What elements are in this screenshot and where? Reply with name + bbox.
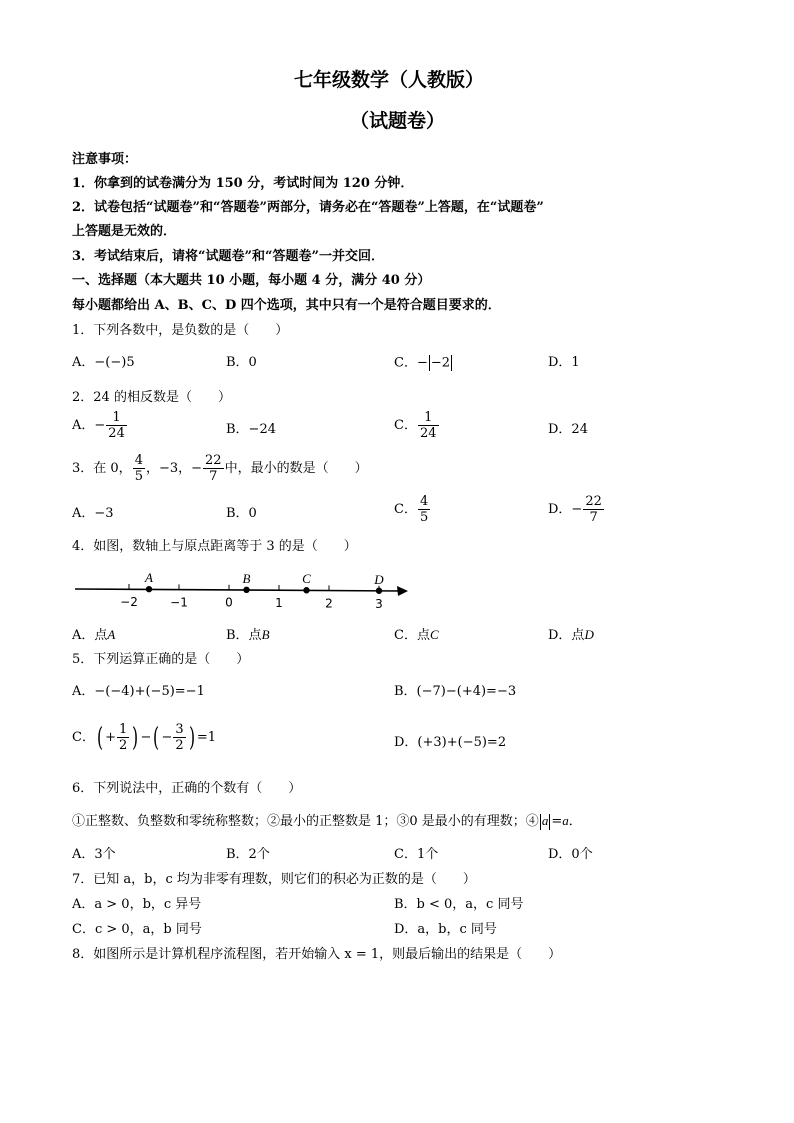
- number-line-axis: [75, 589, 402, 591]
- q2-stem: 2．24 的相反数是（ ）: [72, 390, 231, 405]
- q3-option-c: C． $\frac{4}{5}$: [394, 494, 429, 525]
- q6-stem: 6．下列说法中，正确的个数有（ ）: [72, 781, 302, 796]
- page-title: 七年级数学（人教版）: [294, 69, 485, 91]
- number-line-tick-label: −1: [170, 595, 188, 610]
- q4-stem: 4．如图，数轴上与原点距离等于 3 的是（ ）: [72, 539, 357, 554]
- q2-option-d: D．24: [548, 422, 588, 437]
- q3-option-d: D．− $\frac{22}{7}$: [548, 494, 602, 525]
- section-instruction: 每小题都给出 A、B、C、D 四个选项，其中只有一个是符合题目要求的．: [72, 298, 501, 313]
- number-line-tick-label: 1: [275, 596, 283, 611]
- number-line-point: [243, 587, 249, 593]
- q6-option-c: C．1个: [394, 847, 439, 862]
- q7-option-d: D．a，b，c 同号: [394, 922, 497, 937]
- q5-option-c: C．( + $\frac{1}{2}$ ) −( − $\frac{3}{2}$ ) =1: [72, 722, 217, 753]
- number-line-point: [146, 586, 152, 592]
- number-line-point-label: C: [302, 571, 311, 587]
- q3-stem: 3．在 0， $\frac{4}{5}$ ，−3，− $\frac{22}{7}$ 中，最小的数是（ ）: [72, 453, 368, 484]
- q7-stem: 7．已知 a，b，c 均为非零有理数，则它们的积必为正数的是（ ）: [72, 872, 476, 887]
- q3-option-a: A．−3: [72, 506, 114, 521]
- q1-option-c: C．− −2: [394, 355, 451, 371]
- q5-option-a: A．−(−4)+(−5)=−1: [72, 684, 205, 699]
- q6-option-d: D．0个: [548, 847, 593, 862]
- note-2a: 2．试卷包括“试题卷”和“答题卷”两部分，请务必在“答题卷”上答题，在“试题卷”: [72, 200, 544, 215]
- q6-option-b: B．2个: [226, 847, 270, 862]
- number-line-point-label: D: [374, 571, 384, 587]
- q7-option-b: B．b < 0，a，c 同号: [394, 897, 524, 912]
- number-line-tick-label: 2: [325, 596, 333, 611]
- number-line-point: [303, 587, 309, 593]
- q3-option-b: B．0: [226, 506, 257, 521]
- section-title: 一、选择题（本大题共 10 小题，每小题 4 分，满分 40 分）: [72, 273, 431, 288]
- arrow-right-icon: [397, 586, 408, 596]
- q7-option-a: A．a > 0，b，c 异号: [72, 897, 202, 912]
- q1-option-d: D．1: [548, 355, 580, 370]
- number-line-point-label: A: [145, 570, 153, 586]
- number-line-figure: [70, 566, 415, 616]
- note-3: 3．考试结束后，请将“试题卷”和“答题卷”一并交回．: [72, 249, 384, 264]
- q4-option-c: C．点C: [394, 627, 439, 643]
- q2-option-c: C． $\frac{1}{24}$: [394, 410, 437, 441]
- number-line-tick-label: −2: [120, 595, 138, 609]
- q7-option-c: C．c > 0，a，b 同号: [72, 922, 202, 937]
- q8-stem: 8．如图所示是计算机程序流程图，若开始输入 x = 1，则最后输出的结果是（ ）: [72, 947, 562, 962]
- q4-option-d: D．点D: [548, 627, 594, 643]
- note-1: 1．你拿到的试卷满分为 150 分，考试时间为 120 分钟．: [72, 176, 414, 191]
- q6-option-a: A．3个: [72, 847, 116, 862]
- notes-heading: 注意事项：: [72, 152, 138, 167]
- q5-option-b: B．(−7)−(+4)=−3: [394, 684, 517, 699]
- q5-stem: 5．下列运算正确的是（ ）: [72, 652, 250, 667]
- number-line-point: [376, 588, 382, 594]
- number-line-tick-label: 3: [375, 596, 383, 611]
- q1-option-a: A．−(−)5: [72, 355, 135, 370]
- q1-option-b: B．0: [226, 355, 257, 370]
- number-line-point-label: B: [242, 570, 251, 586]
- q5-option-d: D．(+3)+(−5)=2: [394, 735, 507, 750]
- note-2b: 上答题是无效的．: [72, 224, 177, 239]
- q1-stem: 1．下列各数中，是负数的是（ ）: [72, 323, 289, 338]
- number-line-tick-label: 0: [225, 595, 233, 610]
- q2-option-b: B．−24: [226, 422, 276, 437]
- q4-option-b: B．点B: [226, 627, 270, 643]
- q6-statements: ①正整数、负整数和零统称整数；②最小的正整数是 1；③0 是最小的有理数；④ a =a．: [72, 813, 582, 829]
- q4-option-a: A．点A: [72, 627, 116, 643]
- q2-option-a: A．− $\frac{1}{24}$: [72, 410, 125, 441]
- page-subtitle: （试题卷）: [350, 110, 446, 132]
